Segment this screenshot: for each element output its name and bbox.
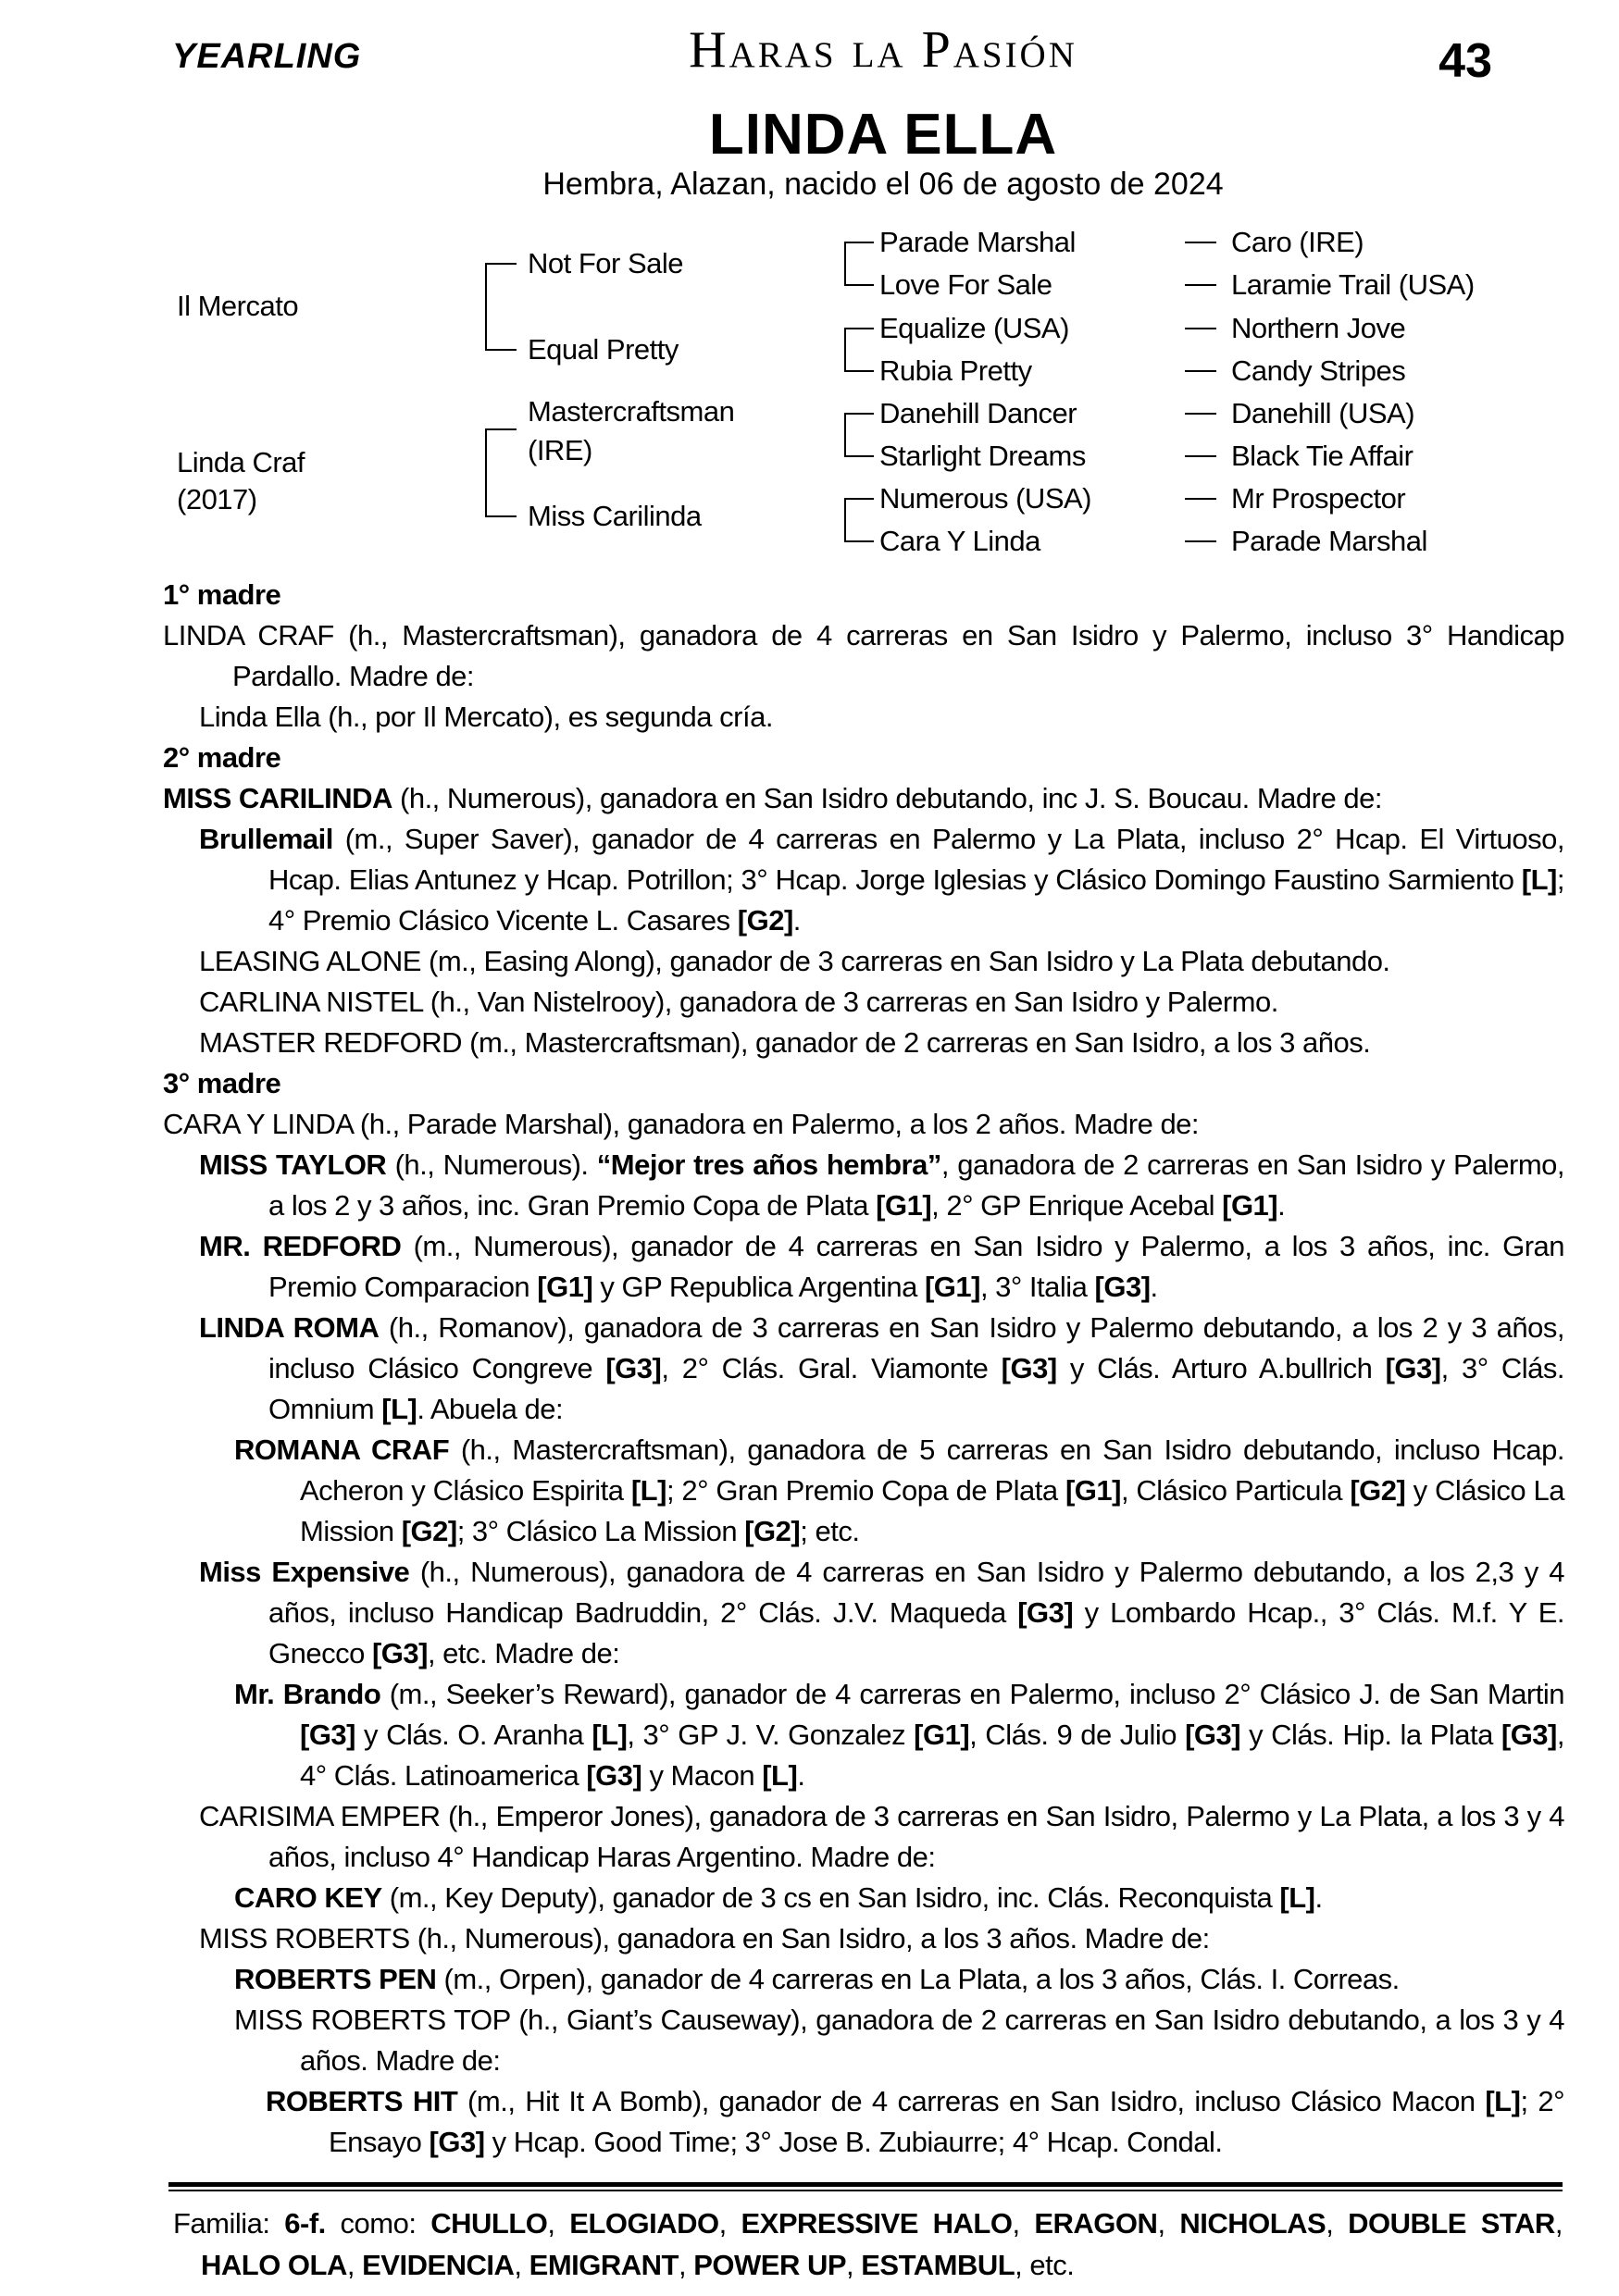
text-segment: ,	[846, 2249, 862, 2281]
produce-entry	[234, 1674, 1564, 1796]
text-segment: MISS ROBERTS (h., Numerous), ganadora en San Isidro, a los 3 años. Madre de:	[199, 1922, 1210, 1955]
pedigree-connector-line	[844, 413, 874, 415]
text-segment: ; 3° Clásico La Mission	[456, 1515, 745, 1547]
text-segment: [G3]	[1017, 1596, 1074, 1629]
text-segment: LINDA CRAF (h., Mastercraftsman), ganadora de 4 carreras en San Isidro y Palermo, incluso 3° Handicap Pardallo. Madre de:	[163, 619, 1564, 692]
text-segment: EVIDENCIA	[362, 2249, 515, 2281]
text-segment: (m., Seeker’s Reward), ganador de 4 carreras en Palermo, incluso 2° Clásico J. de San Martin	[380, 1678, 1564, 1710]
text-segment: CARA Y LINDA (h., Parade Marshal), ganadora en Palermo, a los 2 años. Madre de:	[163, 1108, 1200, 1140]
text-segment: [L]	[381, 1393, 417, 1425]
text-segment: [G3]	[1501, 1719, 1557, 1751]
text-segment: ,	[1554, 2207, 1563, 2240]
text-segment: ; 4° Premio Clásico Vicente L. Casares	[268, 863, 1564, 937]
text-segment: CARLINA NISTEL (h., Van Nistelrooy), ganadora de 3 carreras en San Isidro y Palermo.	[199, 986, 1278, 1018]
pedigree-ancestor-g3: Numerous (USA)	[879, 482, 1091, 515]
text-segment: EXPRESSIVE HALO	[741, 2207, 1013, 2240]
text-segment: (h., Mastercraftsman), ganadora de 5 carreras en San Isidro debutando, incluso Hcap. Acheron y Clásico Espirita	[300, 1433, 1564, 1507]
text-segment: CARISIMA EMPER (h., Emperor Jones), ganadora de 3 carreras en San Isidro, Palermo y La Plata, a los 3 y 4 años, incluso 4° Handicap Haras Argentino. Madre de:	[199, 1800, 1564, 1873]
pedigree-ancestor-g3: Danehill Dancer	[879, 397, 1077, 429]
pedigree-granddam: Equal Pretty	[528, 333, 679, 366]
text-segment: (m., Key Deputy), ganador de 3 cs en San Isidro, inc. Clás. Reconquista	[381, 1881, 1280, 1914]
pedigree-connector-line	[844, 328, 846, 372]
text-segment: [G2]	[744, 1515, 801, 1547]
pedigree-sire: Il Mercato	[177, 290, 299, 322]
text-segment: , 3° GP J. V. Gonzalez	[627, 1719, 915, 1751]
pedigree-ancestor-g3: Love For Sale	[879, 268, 1052, 301]
text-segment: Brullemail	[199, 823, 333, 855]
text-segment: Familia:	[173, 2207, 285, 2240]
text-segment: y Hcap. Good Time; 3° Jose B. Zubiaurre; 4° Hcap. Condal.	[484, 2126, 1223, 2158]
text-segment: .	[792, 904, 801, 937]
pedigree-connector-line	[1185, 540, 1216, 542]
pedigree-connector-line	[844, 328, 874, 329]
text-segment: ELOGIADO	[569, 2207, 719, 2240]
text-segment: LINDA ROMA	[199, 1311, 380, 1344]
text-segment: 2° madre	[163, 741, 281, 774]
text-segment: , Clásico Particula	[1120, 1474, 1351, 1507]
produce-entry	[199, 1145, 1565, 1226]
pedigree-ancestor-g3: Equalize (USA)	[879, 312, 1069, 344]
text-segment: [G3]	[371, 1637, 428, 1669]
pedigree-connector-line	[1185, 498, 1216, 500]
text-segment: .	[1314, 1881, 1323, 1914]
series-label: YEARLING	[172, 37, 362, 76]
pedigree-dam: Linda Craf	[177, 446, 305, 478]
pedigree-ancestor-g4: Black Tie Affair	[1231, 440, 1414, 472]
text-segment: MASTER REDFORD (m., Mastercraftsman), ganador de 2 carreras en San Isidro, a los 3 años.	[199, 1026, 1371, 1059]
horse-name: LINDA ELLA	[708, 103, 1058, 167]
text-segment: [G2]	[401, 1515, 457, 1547]
text-segment: [G1]	[1065, 1474, 1121, 1507]
pedigree-connector-line	[844, 498, 846, 542]
pedigree-connector-line	[844, 498, 874, 500]
text-segment: , 2° GP Enrique Acebal	[931, 1189, 1223, 1222]
produce-entry	[199, 1918, 1564, 1959]
text-segment: ERAGON	[1034, 2207, 1158, 2240]
pedigree-connector-line	[1185, 455, 1216, 457]
text-segment: [G3]	[429, 2126, 485, 2158]
pedigree-ancestor-g4: Mr Prospector	[1231, 482, 1406, 515]
pedigree-connector-line	[1185, 328, 1216, 329]
mare-entry	[163, 615, 1564, 697]
pedigree-connector-line	[844, 242, 874, 243]
text-segment: ,	[718, 2207, 741, 2240]
section-heading-3	[163, 1063, 1564, 1104]
produce-entry	[234, 1878, 1564, 1918]
text-segment: [G1]	[924, 1271, 980, 1303]
text-segment: como:	[325, 2207, 431, 2240]
horse-description: Hembra, Alazan, nacido el 06 de agosto de 2024	[542, 167, 1224, 202]
pedigree-ancestor-g4: Danehill (USA)	[1231, 397, 1415, 429]
text-segment: y GP Republica Argentina	[592, 1271, 925, 1303]
text-segment: (h., Romanov), ganadora de 3 carreras en San Isidro y Palermo debutando, a los 2 y 3 años, incluso Clásico Congreve	[268, 1311, 1564, 1384]
text-segment: y Clás. Hip. la Plata	[1240, 1719, 1501, 1751]
text-segment: , 4° Clás. Latinoamerica	[300, 1719, 1564, 1792]
pedigree-connector-line	[1185, 370, 1216, 372]
text-segment: (m., Hit It A Bomb), ganador de 4 carreras en San Isidro, incluso Clásico Macon	[457, 2085, 1486, 2117]
text-segment: ,	[678, 2249, 694, 2281]
produce-entry	[199, 1796, 1564, 1878]
text-segment: Linda Ella (h., por Il Mercato), es segunda cría.	[199, 701, 773, 733]
family-section	[168, 2182, 1563, 2286]
text-segment: .	[1150, 1271, 1158, 1303]
text-segment: Mr. Brando	[234, 1678, 381, 1710]
pedigree-connector-line	[1185, 242, 1216, 243]
text-segment: y Clás. Arturo A.bullrich	[1056, 1352, 1386, 1384]
pedigree-connector-line	[844, 540, 874, 542]
section-heading-1	[163, 575, 1564, 615]
produce-entry	[199, 697, 1564, 738]
text-segment: [G3]	[1185, 1719, 1241, 1751]
text-segment: [G3]	[1094, 1271, 1151, 1303]
text-segment: [G2]	[737, 904, 793, 937]
text-segment: HALO OLA	[201, 2249, 347, 2281]
text-segment: 3° madre	[163, 1067, 281, 1099]
pedigree-grandsire-suffix: (IRE)	[528, 434, 592, 466]
pedigree-connector-line	[1185, 413, 1216, 415]
pedigree-grandsire: Not For Sale	[528, 247, 684, 279]
text-segment: ; 2° Gran Premio Copa de Plata	[666, 1474, 1065, 1507]
pedigree-ancestor-g4: Parade Marshal	[1231, 525, 1427, 557]
text-segment: MISS ROBERTS TOP (h., Giant’s Causeway), ganadora de 2 carreras en San Isidro debutando, a los 3 y 4 años. Madre de:	[234, 2004, 1564, 2077]
produce-entry	[234, 1959, 1564, 2000]
text-segment: (m., Super Saver), ganador de 4 carreras en Palermo y La Plata, incluso 2° Hcap. El Virtuoso, Hcap. Elias Antunez y Hcap. Potrillon; 3° Hcap. Jorge Iglesias y Clásico Domingo Faustino Sarmiento	[268, 823, 1564, 896]
pedigree-ancestor-g3: Cara Y Linda	[879, 525, 1040, 557]
text-segment: .	[797, 1759, 805, 1792]
text-segment: [G1]	[914, 1719, 970, 1751]
text-segment: y Clás. O. Aranha	[355, 1719, 592, 1751]
mare-entry	[163, 1104, 1564, 1145]
text-segment: MISS TAYLOR	[199, 1148, 387, 1181]
pedigree-ancestor-g4: Northern Jove	[1231, 312, 1406, 344]
pedigree-grandsire: Mastercraftsman	[528, 395, 735, 428]
pedigree-connector-line	[844, 455, 874, 457]
text-segment: ,	[1157, 2207, 1180, 2240]
pedigree-connector-line	[485, 515, 517, 517]
text-segment: MISS CARILINDA	[163, 782, 392, 814]
pedigree-ancestor-g3: Rubia Pretty	[879, 354, 1032, 387]
pedigree-granddam: Miss Carilinda	[528, 500, 702, 532]
text-segment: , etc. Madre de:	[427, 1637, 620, 1669]
pedigree-connector-line	[485, 428, 487, 517]
text-segment: , etc.	[1015, 2249, 1075, 2281]
text-segment: y Macon	[641, 1759, 763, 1792]
text-segment: [G3]	[1001, 1352, 1057, 1384]
text-segment: ,	[1326, 2207, 1349, 2240]
text-segment: y Lombardo Hcap., 3° Clás. M.f. Y E. Gnecco	[268, 1596, 1564, 1669]
text-segment: [G3]	[605, 1352, 662, 1384]
pedigree-connector-line	[844, 242, 846, 286]
pedigree-connector-line	[485, 349, 517, 351]
pedigree-ancestor-g4: Candy Stripes	[1231, 354, 1406, 387]
produce-entry	[199, 982, 1564, 1023]
pedigree-connector-line	[485, 428, 517, 430]
produce-entry	[199, 1308, 1564, 1430]
text-segment: , 2° Clás. Gral. Viamonte	[661, 1352, 1002, 1384]
text-segment: DOUBLE STAR	[1348, 2207, 1555, 2240]
text-segment: [G2]	[1350, 1474, 1406, 1507]
text-segment: , Clás. 9 de Julio	[969, 1719, 1186, 1751]
text-segment: CHULLO	[430, 2207, 548, 2240]
page-number: 43	[1438, 34, 1492, 88]
text-segment: [G1]	[537, 1271, 593, 1303]
produce-entry	[199, 1023, 1564, 1063]
text-segment: [L]	[762, 1759, 798, 1792]
text-segment: 1° madre	[163, 578, 281, 611]
pedigree-connector-line	[1185, 284, 1216, 286]
pedigree-text	[0, 575, 1564, 2163]
produce-entry	[199, 1226, 1564, 1308]
mare-entry	[163, 778, 1564, 819]
family-note	[173, 2203, 1563, 2286]
produce-entry	[234, 2000, 1564, 2081]
text-segment: [L]	[1279, 1881, 1315, 1914]
text-segment: (m., Orpen), ganador de 4 carreras en La Plata, a los 3 años, Clás. I. Correas.	[436, 1963, 1400, 1995]
text-segment: [G1]	[876, 1189, 932, 1222]
pedigree-connector-line	[844, 370, 874, 372]
text-segment: .	[1277, 1189, 1286, 1222]
text-segment: LEASING ALONE (m., Easing Along), ganador de 3 carreras en San Isidro y La Plata debutando.	[199, 945, 1390, 977]
pedigree-connector-line	[485, 263, 517, 265]
text-segment: [G3]	[1385, 1352, 1441, 1384]
pedigree-ancestor-g3: Starlight Dreams	[879, 440, 1086, 472]
pedigree-ancestor-g4: Laramie Trail (USA)	[1231, 268, 1475, 301]
pedigree-connector-line	[844, 413, 846, 457]
text-segment: [G3]	[300, 1719, 355, 1751]
section-heading-2	[163, 738, 1564, 778]
produce-entry	[199, 941, 1564, 982]
text-segment: . Abuela de:	[417, 1393, 564, 1425]
text-segment: (m., Numerous), ganador de 4 carreras en San Isidro y Palermo, a los 3 años, inc. Gran Premio Comparacion	[268, 1230, 1564, 1303]
text-segment: , ganadora de 2 carreras en San Isidro y Palermo, a los 2 y 3 años, inc. Gran Premio Copa de Plata	[268, 1148, 1565, 1222]
text-segment: NICHOLAS	[1179, 2207, 1326, 2240]
text-segment: ,	[514, 2249, 529, 2281]
produce-entry	[234, 1430, 1564, 1552]
text-segment: Miss Expensive	[199, 1556, 410, 1588]
text-segment: “Mejor tres años hembra”	[596, 1148, 941, 1181]
text-segment: ,	[346, 2249, 363, 2281]
text-segment: [G3]	[586, 1759, 642, 1792]
text-segment: ESTAMBUL	[861, 2249, 1015, 2281]
produce-entry	[266, 2081, 1564, 2163]
text-segment: POWER UP	[693, 2249, 847, 2281]
pedigree-dam-year: (2017)	[177, 483, 257, 515]
text-segment: (h., Numerous).	[386, 1148, 597, 1181]
text-segment: MR. REDFORD	[199, 1230, 402, 1262]
text-segment: , 3° Italia	[979, 1271, 1095, 1303]
family-divider	[168, 2182, 1563, 2191]
text-segment: [L]	[592, 1719, 628, 1751]
text-segment: (h., Numerous), ganadora en San Isidro debutando, inc J. S. Boucau. Madre de:	[392, 782, 1382, 814]
text-segment: ,	[1012, 2207, 1035, 2240]
text-segment: [G1]	[1222, 1189, 1278, 1222]
text-segment: ,	[547, 2207, 570, 2240]
text-segment: (h., Numerous), ganadora de 4 carreras en San Isidro y Palermo debutando, a los 2,3 y 4 años, incluso Handicap Badruddin, 2° Clás. J.V. Maqueda	[268, 1556, 1564, 1629]
text-segment: , 3° Clás. Omnium	[268, 1352, 1564, 1425]
pedigree-ancestor-g3: Parade Marshal	[879, 226, 1076, 258]
text-segment: 6-f.	[284, 2207, 326, 2240]
produce-entry	[199, 819, 1564, 941]
text-segment: [L]	[1521, 863, 1557, 896]
text-segment: CARO KEY	[234, 1881, 382, 1914]
text-segment: [L]	[630, 1474, 666, 1507]
text-segment: ; 2° Ensayo	[329, 2085, 1564, 2158]
pedigree-connector-line	[844, 284, 874, 286]
text-segment: ; etc.	[800, 1515, 860, 1547]
text-segment: y Clásico La Mission	[300, 1474, 1564, 1547]
text-segment: ROBERTS HIT	[266, 2085, 458, 2117]
pedigree-connector-line	[485, 263, 487, 351]
farm-name: Haras la Pasión	[689, 21, 1077, 79]
pedigree-ancestor-g4: Caro (IRE)	[1231, 226, 1364, 258]
text-segment: ROBERTS PEN	[234, 1963, 437, 1995]
produce-entry	[199, 1552, 1564, 1674]
text-segment: ROMANA CRAF	[234, 1433, 450, 1466]
text-segment: [L]	[1485, 2085, 1521, 2117]
text-segment: EMIGRANT	[529, 2249, 679, 2281]
